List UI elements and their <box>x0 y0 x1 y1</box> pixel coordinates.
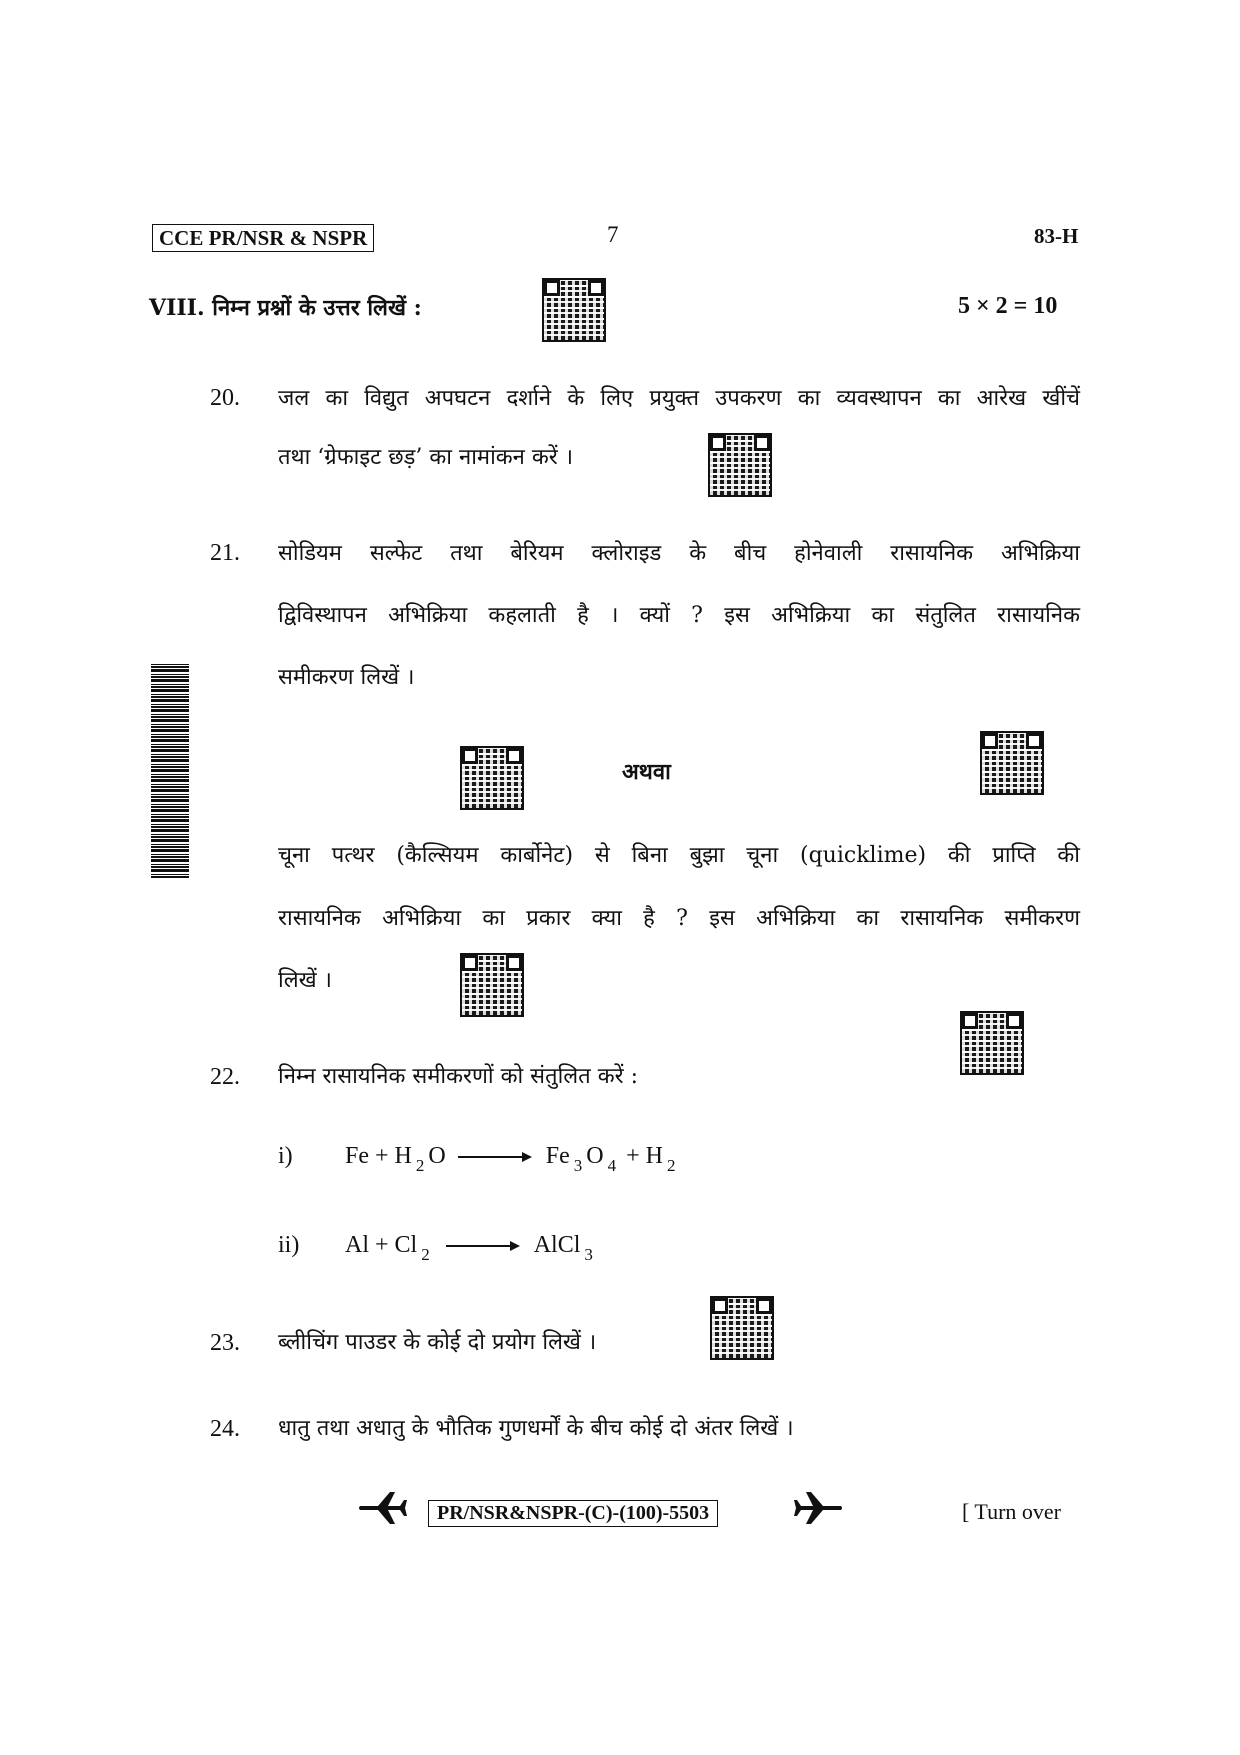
reaction-arrow-icon <box>458 1156 530 1158</box>
qr-code-icon <box>710 435 770 495</box>
section-title: VIII. निम्न प्रश्नों के उत्तर लिखें : <box>149 295 422 321</box>
question-22-number: 22. <box>210 1064 240 1090</box>
equation-1: Fe + H $_2$ O Fe $_3$ O $_4$ + H $_2$ <box>345 1143 676 1175</box>
qr-code-icon <box>712 1298 772 1358</box>
question-23-text: ब्लीचिंग पाउडर के कोई दो प्रयोग लिखें । <box>278 1330 597 1355</box>
question-24-number: 24. <box>210 1416 240 1442</box>
question-21-line-1: सोडियम सल्फेट तथा बेरियम क्लोराइड के बीच होनेवाली रासायनिक अभिक्रिया <box>278 541 1080 566</box>
or-label: अथवा <box>622 759 671 785</box>
qr-code-icon <box>462 955 522 1015</box>
page-number: 7 <box>607 222 619 247</box>
equation-1-label: i) <box>278 1143 293 1169</box>
barcode <box>151 664 189 878</box>
question-21-alt-line-1: चूना पत्थर (कैल्सियम कार्बोनेट) से बिना बुझा चूना (quicklime) की प्राप्ति की <box>278 843 1080 868</box>
equation-2-label: ii) <box>278 1232 300 1258</box>
question-21-number: 21. <box>210 540 240 566</box>
qr-code-icon <box>962 1013 1022 1073</box>
reaction-arrow-icon <box>446 1245 518 1247</box>
question-21-line-3: समीकरण लिखें । <box>278 665 415 690</box>
header-code-box: CCE PR/NSR & NSPR <box>152 224 374 252</box>
section-marks: 5 × 2 = 10 <box>958 293 1058 319</box>
airplane-left-icon <box>358 1488 408 1532</box>
qr-code-icon <box>982 733 1042 793</box>
question-20-line-2: तथा ‘ग्रेफाइट छड़’ का नामांकन करें । <box>278 445 574 470</box>
question-20-number: 20. <box>210 385 240 411</box>
paper-code: 83-H <box>1034 224 1079 248</box>
question-21-line-2: द्विविस्थापन अभिक्रिया कहलाती है । क्यों ? इस अभिक्रिया का संतुलित रासायनिक <box>278 603 1080 628</box>
question-22-text: निम्न रासायनिक समीकरणों को संतुलित करें : <box>278 1064 639 1089</box>
qr-code-icon <box>462 748 522 808</box>
question-21-alt-line-3: लिखें । <box>278 968 332 993</box>
question-20-line-1: जल का विद्युत अपघटन दर्शाने के लिए प्रयुक्त उपकरण का व्यवस्थापन का आरेख खींचें <box>278 386 1080 411</box>
equation-2: Al + Cl $_2$ AlCl $_3$ <box>345 1232 593 1264</box>
qr-code-icon <box>544 280 604 340</box>
footer-code-box: PR/NSR&NSPR-(C)-(100)-5503 <box>428 1500 718 1527</box>
question-21-alt-line-2: रासायनिक अभिक्रिया का प्रकार क्या है ? इस अभिक्रिया का रासायनिक समीकरण <box>278 906 1080 931</box>
question-23-number: 23. <box>210 1330 240 1356</box>
question-24-text: धातु तथा अधातु के भौतिक गुणधर्मों के बीच कोई दो अंतर लिखें । <box>278 1416 794 1441</box>
turn-over-label: [ Turn over <box>962 1499 1062 1524</box>
airplane-right-icon <box>793 1488 843 1532</box>
